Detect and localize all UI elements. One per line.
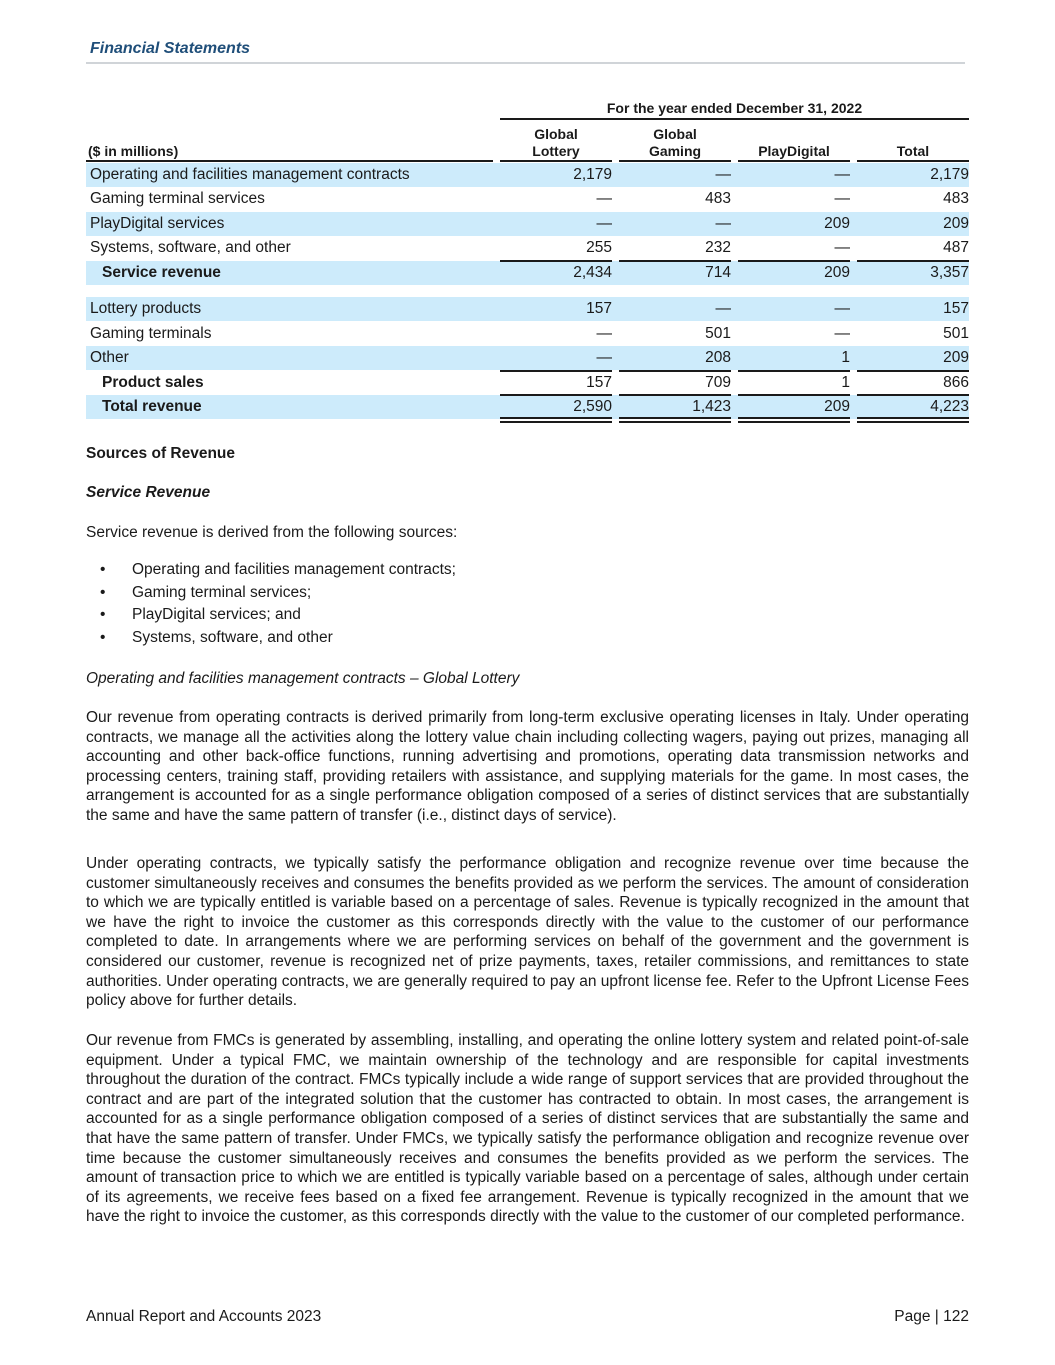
table-row [86,395,969,419]
row-label: Lottery products [90,300,202,317]
cell-value: 209 [824,264,850,281]
bullet-item: Operating and facilities management contracts; [132,561,456,578]
sources-heading: Sources of Revenue [86,445,236,462]
cell-value: 1 [841,374,850,391]
cell-value: 501 [705,325,731,342]
bullet-icon: • [100,584,106,601]
subtotal-rule [500,370,612,372]
subtotal-rule [738,370,850,372]
total-double-rule [857,421,969,423]
header-rule [500,160,612,162]
footer-page-number: Page | 122 [894,1308,969,1325]
cell-value: 209 [824,215,850,232]
period-header: For the year ended December 31, 2022 [606,100,863,116]
row-label: Other [90,349,129,366]
cell-value: 255 [586,239,612,256]
cell-value: 487 [943,239,969,256]
cell-value: — [715,300,731,317]
subtotal-rule [619,370,731,372]
cell-value: — [596,325,612,342]
subtotal-rule [500,394,612,396]
subtotal-rule [619,260,731,262]
table-row [86,346,969,370]
cell-value: 157 [586,300,612,317]
row-label: Gaming terminal services [90,190,265,207]
table-row [86,163,969,187]
header-divider [86,62,965,64]
table-row [86,261,969,285]
table-row [86,212,969,236]
header-rule [619,160,731,162]
subtotal-rule [500,260,612,262]
table-row [86,187,969,211]
cell-value: 2,434 [573,264,612,281]
cell-value: 709 [705,374,731,391]
bullet-item: Gaming terminal services; [132,584,312,601]
page-header-title: Financial Statements [90,40,251,57]
paragraph-3: Our revenue from FMCs is generated by assembling, installing, and operating the online lottery system and related point-of-sale equipment. Under a typical FMC, we maintain ownership of the technology and are responsible for capital investments throughout the duration of the contract. FMCs typically include a wide range of support services that are provided throughout the contract and are part of the integrated solution that the customer has contracted to obtain. In most cases, the arrangement is accounted for as a single performance obligation composed of a series of distinct services that are substantially the same and that have the same pattern of transfer. Under FMCs, we typically satisfy the performance obligation and recognize revenue over time because the customer simultaneously receives and consumes the benefits provided as we perform the services. The amount of transaction price to which we are entitled is typically variable based on a percentage of sales, although under certain of its agreements, we receive fees based on a fixed fee arrangement. Revenue is typically recognized in the amount that we have the right to invoice the customer, as this corresponds directly with the value to the customer of our completed performance. [86,1032,969,1226]
cell-value: 209 [943,349,969,366]
header-rule [86,160,493,162]
cell-value: 714 [705,264,731,281]
row-label: PlayDigital services [90,215,225,232]
header-rule [738,160,850,162]
total-double-rule [738,421,850,423]
bullet-item: Systems, software, and other [132,629,333,646]
table-row [86,322,969,346]
total-double-rule [500,417,612,419]
cell-value: — [596,215,612,232]
cell-value: 501 [943,325,969,342]
row-label: Total revenue [102,398,202,415]
table-row [86,371,969,395]
cell-value: — [596,190,612,207]
bullet-item: PlayDigital services; and [132,606,301,623]
total-double-rule [500,421,612,423]
cell-value: 157 [943,300,969,317]
row-label: Systems, software, and other [90,239,291,256]
subtotal-rule [857,394,969,396]
subtotal-rule [619,394,731,396]
cell-value: — [834,300,850,317]
row-label: Service revenue [102,264,221,281]
bullet-icon: • [100,606,106,623]
service-revenue-heading: Service Revenue [86,484,211,501]
header-rule [857,160,969,162]
col-header-playdigital: PlayDigital [758,143,830,159]
cell-value: 2,590 [573,398,612,415]
cell-value: 2,179 [573,166,612,183]
subtotal-rule [857,370,969,372]
table-row [86,236,969,260]
cell-value: 483 [943,190,969,207]
row-label: Gaming terminals [90,325,212,342]
row-label: Operating and facilities management contracts [90,166,410,183]
row-label: Product sales [102,374,204,391]
cell-value: 232 [705,239,731,256]
subtotal-rule [738,394,850,396]
cell-value: 157 [586,374,612,391]
bullet-icon: • [100,561,106,578]
period-rule [500,118,969,120]
col-header-global-lottery: Global Lottery [532,126,580,159]
cell-value: — [596,349,612,366]
total-double-rule [619,417,731,419]
cell-value: — [834,239,850,256]
cell-value: 209 [943,215,969,232]
cell-value: — [834,166,850,183]
subtotal-rule [857,260,969,262]
cell-value: — [834,325,850,342]
paragraph-1: Our revenue from operating contracts is derived primarily from long-term exclusive operating licenses in Italy. Under operating contracts, we manage all the activities along the lottery value chain including collecting wagers, paying out prizes, managing all accounting and other back-office functions, running advertising and promotions, operating data transmission networks and processing centers, training staff, providing retailers with assistance, and supplying materials for the game. In most cases, the arrangement is accounted for as a single performance obligation composed of a series of distinct services that are substantially the same and have the same pattern of transfer (i.e., distinct days of service). [86,709,969,824]
unit-label: ($ in millions) [88,143,179,159]
cell-value: — [834,190,850,207]
cell-value: 208 [705,349,731,366]
paragraph-2: Under operating contracts, we typically satisfy the performance obligation and recognize revenue over time because the customer simultaneously receives and consumes the benefits provided as we perform the services. The amount of consideration to which we are typically entitled is variable based on a percentage of sales. Revenue is typically recognized in the amount that we have the right to invoice the customer as this corresponds directly with the value to the customer of our performance completed to date. In arrangements where we are performing services on behalf of the government and the government is considered our customer, revenue is recognized net of prize payments, taxes, retailer commissions, and remittances to state authorities. Under operating contracts, we are generally required to pay an upfront license fee. Refer to the Upfront License Fees policy above for further details. [86,855,969,1010]
cell-value: 209 [824,398,850,415]
subheading: Operating and facilities management contracts – Global Lottery [86,670,520,687]
subtotal-rule [738,260,850,262]
cell-value: — [715,166,731,183]
cell-value: 866 [943,374,969,391]
col-header-total: Total [896,143,930,159]
table-row [86,297,969,321]
cell-value: 2,179 [930,166,969,183]
cell-value: — [715,215,731,232]
footer-report-name: Annual Report and Accounts 2023 [86,1308,322,1325]
total-double-rule [619,421,731,423]
bullet-icon: • [100,629,106,646]
total-double-rule [738,417,850,419]
cell-value: 483 [705,190,731,207]
intro-text: Service revenue is derived from the following sources: [86,524,458,541]
total-double-rule [857,417,969,419]
cell-value: 3,357 [930,264,969,281]
cell-value: 1,423 [692,398,731,415]
col-header-global-gaming: Global Gaming [648,126,702,159]
cell-value: 4,223 [930,398,969,415]
cell-value: 1 [841,349,850,366]
